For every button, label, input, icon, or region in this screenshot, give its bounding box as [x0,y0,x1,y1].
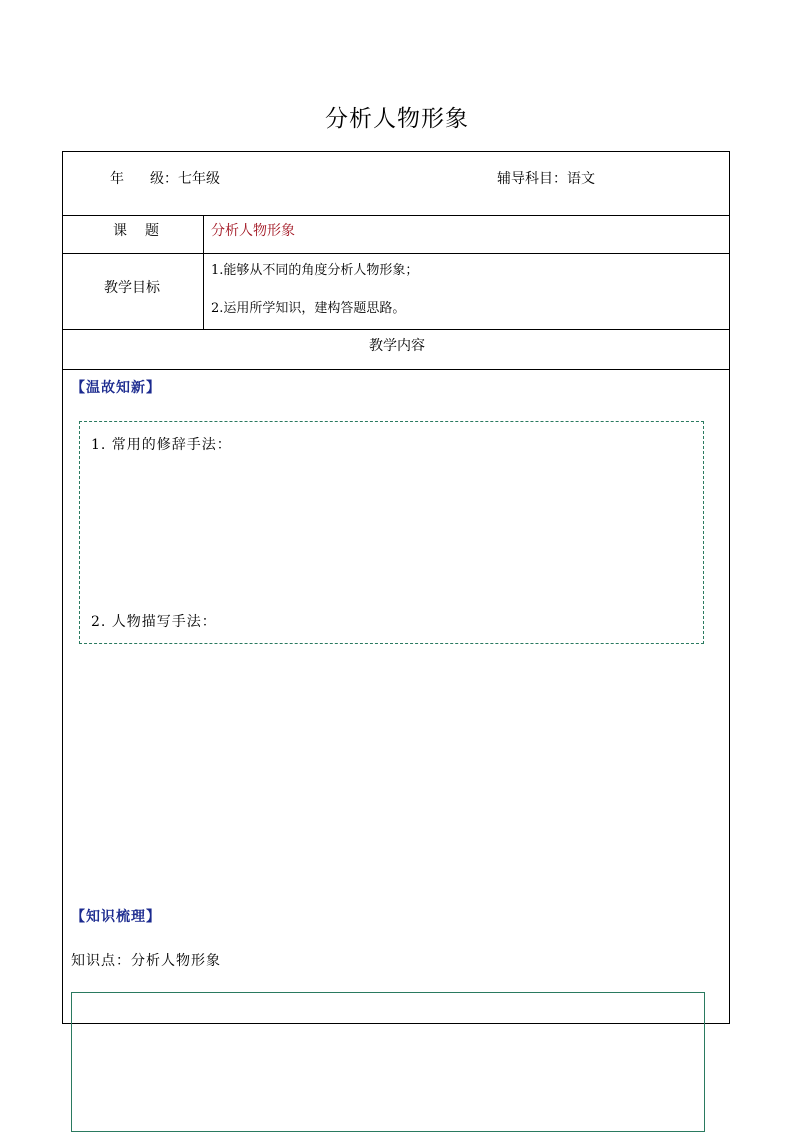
subject-field: 辅导科目：语文 [497,171,595,187]
topic-label-part-1: 课 [113,223,127,239]
grade-label-part-2: 级：七年级 [150,171,220,187]
table-divider [63,253,730,254]
review-heading: 【温故知新】 [71,380,161,396]
rhetoric-item: 1. 常用的修辞手法： [91,437,232,453]
goals-label: 教学目标 [104,280,160,296]
document-title: 分析人物形象 [325,106,469,132]
knowledge-box [71,992,705,1132]
knowledge-point: 知识点：分析人物形象 [71,953,221,969]
topic-label-part-2: 题 [145,223,159,239]
table-divider [63,215,730,216]
knowledge-heading: 【知识梳理】 [71,909,161,925]
grade-field [110,168,220,188]
grade-label-part-1: 年 [110,171,124,187]
goal-item: 1.能够从不同的角度分析人物形象； [211,263,419,278]
table-divider [63,329,730,330]
topic-value: 分析人物形象 [211,223,295,239]
content-header: 教学内容 [369,338,425,354]
table-column-divider [203,215,204,329]
table-divider [63,369,730,370]
character-description-item: 2. 人物描写手法： [91,614,217,630]
topic-label [113,220,159,240]
goal-item: 2.运用所学知识，建构答题思路。 [211,301,406,316]
